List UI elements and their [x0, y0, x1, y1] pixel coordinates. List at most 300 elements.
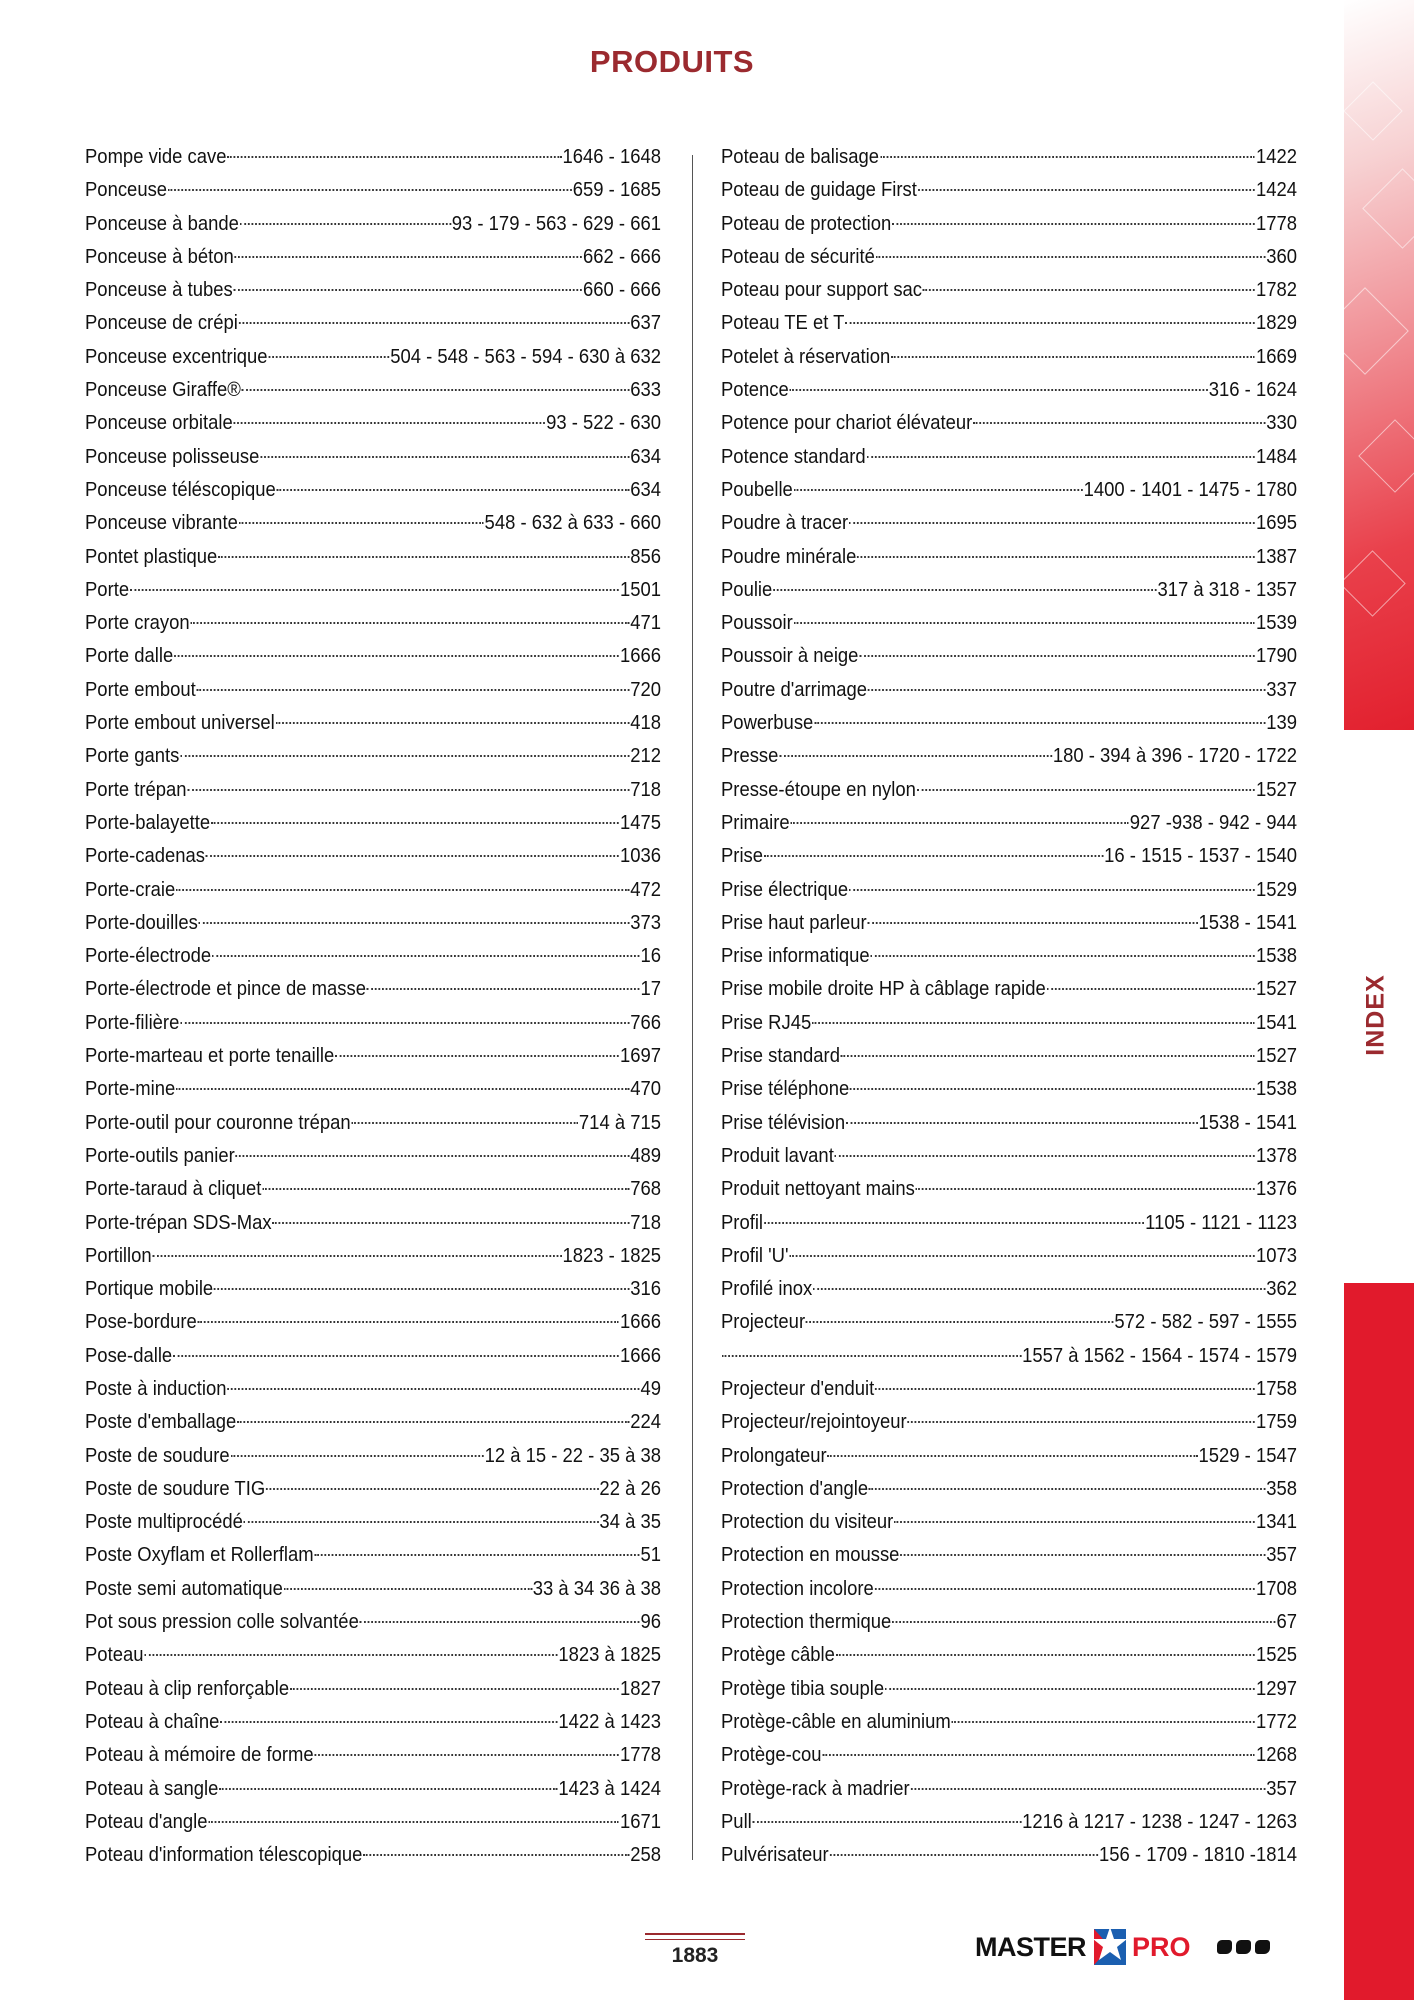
- entry-name: Poteau à clip renforçable: [85, 1676, 290, 1700]
- dot-leader: [237, 1421, 629, 1423]
- entry-name: Profil: [721, 1210, 764, 1234]
- entry-pages: 489: [630, 1143, 661, 1167]
- entry-name: Produit lavant: [721, 1143, 834, 1167]
- index-entry: [721, 1838, 1297, 1871]
- index-entry: [721, 1439, 1297, 1472]
- entry-name: Projecteur/rejointoyeur: [721, 1410, 907, 1434]
- index-entry: [85, 1538, 661, 1571]
- dot-leader: [917, 789, 1255, 791]
- entry-pages: 1823 - 1825: [562, 1243, 661, 1267]
- dot-leader: [894, 1521, 1255, 1523]
- dot-leader: [923, 289, 1255, 291]
- dot-leader: [191, 622, 630, 624]
- entry-pages: 17: [640, 977, 661, 1001]
- index-entry: [721, 173, 1297, 206]
- entry-name: Ponceuse à béton: [85, 244, 234, 268]
- dot-leader: [857, 556, 1255, 558]
- entry-name: Poteau pour support sac: [721, 278, 923, 302]
- entry-name: Porte-mine: [85, 1077, 176, 1101]
- entry-pages: 714 à 715: [578, 1110, 661, 1134]
- entry-pages: 634: [630, 444, 661, 468]
- entry-pages: 1387: [1255, 544, 1297, 568]
- index-entry: [721, 306, 1297, 339]
- entry-pages: 471: [630, 611, 661, 635]
- entry-name: Porte embout: [85, 677, 196, 701]
- entry-name: Projecteur: [721, 1310, 806, 1334]
- dot-leader: [214, 1288, 629, 1290]
- dot-leader: [835, 1155, 1255, 1157]
- index-entry: [85, 1405, 661, 1438]
- entry-name: Prise électrique: [721, 877, 849, 901]
- index-entry: [721, 1305, 1297, 1338]
- entry-pages: 330: [1266, 411, 1297, 435]
- dot-leader: [813, 1288, 1265, 1290]
- dot-leader: [277, 489, 630, 491]
- entry-pages: 1527: [1255, 1044, 1297, 1068]
- page-title: PRODUITS: [589, 44, 755, 79]
- index-entry: [85, 1339, 661, 1372]
- entry-name: Protection d'angle: [721, 1476, 869, 1500]
- index-entry: [721, 939, 1297, 972]
- entry-pages: 418: [630, 711, 661, 735]
- index-entry: [85, 1039, 661, 1072]
- entry-pages: 1297: [1255, 1676, 1297, 1700]
- entry-pages: 1341: [1255, 1510, 1297, 1534]
- entry-name: Powerbuse: [721, 711, 814, 735]
- entry-name: Portique mobile: [85, 1277, 214, 1301]
- index-entry: [85, 639, 661, 672]
- dot-leader: [242, 389, 630, 391]
- dot-leader: [187, 789, 629, 791]
- index-entry: [85, 573, 661, 606]
- entry-pages: 139: [1266, 711, 1297, 735]
- entry-pages: 1759: [1255, 1410, 1297, 1434]
- entry-pages: 258: [630, 1843, 661, 1867]
- dot-leader: [227, 156, 561, 158]
- dot-leader: [764, 855, 1103, 857]
- entry-name: Ponceuse excentrique: [85, 344, 268, 368]
- entry-name: Potelet à réservation: [721, 344, 891, 368]
- index-entry: [85, 1838, 661, 1871]
- entry-pages: 212: [630, 744, 661, 768]
- entry-pages: 34 à 35: [599, 1510, 661, 1534]
- entry-name: Ponceuse de crépi: [85, 311, 238, 335]
- dot-leader: [900, 1554, 1265, 1556]
- dot-leader: [273, 1222, 630, 1224]
- entry-name: Ponceuse vibrante: [85, 511, 238, 535]
- index-entry: [721, 373, 1297, 406]
- entry-name: Protection en mousse: [721, 1543, 900, 1567]
- entry-name: Porte gants: [85, 744, 180, 768]
- entry-pages: 1541: [1255, 1010, 1297, 1034]
- dot-leader: [153, 1255, 562, 1257]
- index-entry: [85, 1106, 661, 1139]
- index-entry: [85, 406, 661, 439]
- index-entry: [721, 1072, 1297, 1105]
- entry-pages: 659 - 1685: [572, 178, 661, 202]
- entry-pages: 720: [630, 677, 661, 701]
- index-entry: [721, 1272, 1297, 1305]
- entry-pages: 1400 - 1401 - 1475 - 1780: [1083, 477, 1297, 501]
- entry-pages: 1538: [1255, 944, 1297, 968]
- entry-name: Portillon: [85, 1243, 152, 1267]
- entry-name: Prise RJ45: [721, 1010, 812, 1034]
- dot-leader: [130, 589, 619, 591]
- entry-name: Porte-cadenas: [85, 844, 206, 868]
- entry-name: Porte: [85, 577, 130, 601]
- entry-name: Poteau d'angle: [85, 1809, 208, 1833]
- entry-name: Pot sous pression colle solvantée: [85, 1610, 359, 1634]
- dot-leader: [212, 955, 640, 957]
- dot-leader: [791, 822, 1129, 824]
- entry-name: Primaire: [721, 810, 790, 834]
- index-entry: [85, 706, 661, 739]
- entry-pages: 1268: [1255, 1743, 1297, 1767]
- index-entry: [721, 1339, 1297, 1372]
- index-entry: [85, 440, 661, 473]
- index-entry: [85, 1738, 661, 1771]
- index-entry: [85, 1372, 661, 1405]
- entry-name: Poteau à chaîne: [85, 1709, 220, 1733]
- entry-pages: 1525: [1255, 1643, 1297, 1667]
- dot-leader: [284, 1588, 532, 1590]
- dot-leader: [911, 1788, 1266, 1790]
- entry-pages: 317 à 318 - 1357: [1157, 577, 1297, 601]
- entry-pages: 1036: [619, 844, 661, 868]
- entry-pages: 337: [1266, 677, 1297, 701]
- index-entry: [721, 1006, 1297, 1039]
- dot-leader: [168, 189, 572, 191]
- dot-leader: [244, 1521, 599, 1523]
- entry-name: Prise: [721, 844, 764, 868]
- section-tab-label: INDEX: [1361, 974, 1390, 1056]
- entry-name: Porte-balayette: [85, 810, 211, 834]
- index-entry: [85, 506, 661, 539]
- entry-pages: 1475: [619, 810, 661, 834]
- dot-leader: [206, 855, 619, 857]
- index-entry: [721, 1738, 1297, 1771]
- logo-text-master: MASTER: [975, 1931, 1086, 1962]
- index-entry: [85, 906, 661, 939]
- entry-name: Pulvérisateur: [721, 1843, 829, 1867]
- entry-pages: 504 - 548 - 563 - 594 - 630 à 632: [390, 344, 661, 368]
- dot-leader: [231, 1455, 484, 1457]
- entry-pages: 49: [640, 1376, 661, 1400]
- entry-name: Protège tibia souple: [721, 1676, 885, 1700]
- entry-pages: 1778: [1255, 211, 1297, 235]
- index-entry: [85, 839, 661, 872]
- entry-name: Poteau à mémoire de forme: [85, 1743, 314, 1767]
- entry-name: Porte-outils panier: [85, 1143, 235, 1167]
- index-entry: [721, 1805, 1297, 1838]
- dot-leader: [266, 1488, 598, 1490]
- dot-leader: [846, 1122, 1198, 1124]
- entry-name: Potence standard: [721, 444, 866, 468]
- index-entry: [85, 1705, 661, 1738]
- index-entry: [85, 1139, 661, 1172]
- dot-leader: [790, 389, 1208, 391]
- entry-pages: 1669: [1255, 344, 1297, 368]
- index-entry: [721, 1638, 1297, 1671]
- entry-pages: 1823 à 1825: [558, 1643, 661, 1667]
- index-entry: [85, 1172, 661, 1205]
- index-entry: [85, 1472, 661, 1505]
- dot-leader: [849, 889, 1255, 891]
- entry-name: Pose-dalle: [85, 1343, 173, 1367]
- entry-name: Porte-électrode: [85, 944, 212, 968]
- entry-pages: 180 - 394 à 396 - 1720 - 1722: [1052, 744, 1297, 768]
- entry-name: Ponceuse à bande: [85, 211, 239, 235]
- dot-leader: [198, 1321, 619, 1323]
- dot-leader: [180, 1022, 629, 1024]
- index-entry: [85, 1305, 661, 1338]
- entry-name: Poste d'emballage: [85, 1410, 237, 1434]
- index-entry: [85, 1772, 661, 1805]
- entry-pages: 1529 - 1547: [1198, 1443, 1297, 1467]
- index-entry: [721, 1039, 1297, 1072]
- entry-pages: 768: [630, 1177, 661, 1201]
- entry-name: Prise informatique: [721, 944, 870, 968]
- dot-leader: [779, 755, 1052, 757]
- index-column-right: [721, 140, 1297, 1871]
- entry-name: Protection du visiteur: [721, 1510, 894, 1534]
- dot-leader: [234, 289, 583, 291]
- entry-pages: 1671: [619, 1809, 661, 1833]
- dot-leader: [144, 1654, 557, 1656]
- index-entry: [721, 406, 1297, 439]
- index-entry: [721, 140, 1297, 173]
- index-entry: [721, 673, 1297, 706]
- entry-name: Pontet plastique: [85, 544, 218, 568]
- entry-name: Poteau TE et T: [721, 311, 845, 335]
- entry-pages: 67: [1276, 1610, 1297, 1634]
- entry-pages: 548 - 632 à 633 - 660: [484, 511, 661, 535]
- entry-name: Pull: [721, 1809, 752, 1833]
- dot-leader: [219, 1788, 557, 1790]
- entry-pages: 93 - 179 - 563 - 629 - 661: [451, 211, 661, 235]
- index-entry: [721, 1172, 1297, 1205]
- dot-leader: [794, 622, 1255, 624]
- index-entry: [721, 1538, 1297, 1571]
- dot-leader: [227, 1388, 639, 1390]
- entry-name: Ponceuse téléscopique: [85, 477, 276, 501]
- entry-name: Pose-bordure: [85, 1310, 197, 1334]
- dot-leader: [830, 1854, 1099, 1856]
- dot-leader: [352, 1122, 578, 1124]
- dot-leader: [276, 722, 630, 724]
- entry-name: Poudre minérale: [721, 544, 857, 568]
- entry-pages: 572 - 582 - 597 - 1555: [1114, 1310, 1297, 1334]
- index-entry: [721, 706, 1297, 739]
- index-entry: [721, 873, 1297, 906]
- entry-pages: 634: [630, 477, 661, 501]
- dot-leader: [1047, 988, 1255, 990]
- index-entry: [85, 1006, 661, 1039]
- dot-leader: [176, 889, 629, 891]
- index-entry: [85, 173, 661, 206]
- index-entry: [721, 506, 1297, 539]
- dot-leader: [850, 1088, 1255, 1090]
- dot-leader: [764, 1222, 1144, 1224]
- entry-pages: 1772: [1255, 1709, 1297, 1733]
- entry-name: Poussoir à neige: [721, 644, 859, 668]
- entry-pages: 358: [1266, 1476, 1297, 1500]
- entry-pages: 633: [630, 378, 661, 402]
- logo-text-pro: PRO: [1132, 1931, 1191, 1962]
- dot-leader: [918, 189, 1255, 191]
- entry-pages: 1666: [619, 1343, 661, 1367]
- entry-pages: 472: [630, 877, 661, 901]
- entry-pages: 1422: [1255, 145, 1297, 168]
- entry-pages: 1422 à 1423: [558, 1709, 661, 1733]
- index-entry: [85, 1272, 661, 1305]
- dot-leader: [260, 456, 629, 458]
- index-entry: [85, 673, 661, 706]
- index-entry: [721, 240, 1297, 273]
- index-entry: [721, 273, 1297, 306]
- index-entry: [85, 606, 661, 639]
- index-entry: [85, 340, 661, 373]
- index-entry: [721, 606, 1297, 639]
- dot-leader: [836, 1654, 1255, 1656]
- dot-leader: [952, 1721, 1255, 1723]
- dot-leader: [891, 356, 1255, 358]
- entry-pages: 1484: [1255, 444, 1297, 468]
- entry-pages: 1646 - 1648: [562, 145, 661, 168]
- entry-name: Protection incolore: [721, 1576, 874, 1600]
- entry-name: Porte-électrode et pince de masse: [85, 977, 367, 1001]
- dot-leader: [220, 1721, 557, 1723]
- entry-name: Poste Oxyflam et Rollerflam: [85, 1543, 314, 1567]
- dot-leader: [363, 1854, 629, 1856]
- entry-pages: 16 - 1515 - 1537 - 1540: [1104, 844, 1297, 868]
- page-footer: [645, 1933, 745, 1968]
- index-entry: [85, 1672, 661, 1705]
- dot-leader: [869, 1488, 1265, 1490]
- index-entry: [85, 540, 661, 573]
- dot-leader: [240, 223, 451, 225]
- entry-name: Poteau de sécurité: [721, 244, 875, 268]
- dot-leader: [239, 522, 484, 524]
- index-entry: [85, 806, 661, 839]
- index-entry: [721, 1405, 1297, 1438]
- entry-pages: 1666: [619, 1310, 661, 1334]
- entry-name: Poste de soudure: [85, 1443, 230, 1467]
- entry-pages: 1073: [1255, 1243, 1297, 1267]
- dot-leader: [335, 1055, 619, 1057]
- entry-pages: 51: [640, 1543, 661, 1567]
- entry-pages: 1538 - 1541: [1198, 910, 1297, 934]
- entry-name: Produit nettoyant mains: [721, 1177, 915, 1201]
- entry-pages: 1697: [619, 1044, 661, 1068]
- masterpro-logo: [975, 1925, 1270, 1969]
- entry-name: Pompe vide cave: [85, 145, 227, 168]
- entry-pages: 373: [630, 910, 661, 934]
- index-entry: [721, 739, 1297, 772]
- entry-pages: 316: [630, 1277, 661, 1301]
- entry-pages: 1378: [1255, 1143, 1297, 1167]
- entry-name: Porte-trépan SDS-Max: [85, 1210, 272, 1234]
- index-entry: [85, 273, 661, 306]
- dot-leader: [315, 1554, 640, 1556]
- entry-pages: 1376: [1255, 1177, 1297, 1201]
- footer-rule: [645, 1933, 745, 1940]
- entry-pages: 362: [1266, 1277, 1297, 1301]
- entry-pages: 1790: [1255, 644, 1297, 668]
- dot-leader: [814, 722, 1265, 724]
- entry-name: Ponceuse Giraffe®: [85, 378, 241, 402]
- dot-leader: [868, 922, 1198, 924]
- entry-name: Prise téléphone: [721, 1077, 850, 1101]
- entry-name: Poteau de guidage First: [721, 178, 917, 202]
- index-entry: [85, 1439, 661, 1472]
- entry-pages: 360: [1266, 244, 1297, 268]
- entry-name: Protège-cou: [721, 1743, 822, 1767]
- side-decoration-pattern: [1344, 0, 1414, 730]
- entry-name: Poste semi automatique: [85, 1576, 283, 1600]
- entry-name: Protection thermique: [721, 1610, 892, 1634]
- entry-name: Prise standard: [721, 1044, 840, 1068]
- entry-pages: 224: [630, 1410, 661, 1434]
- index-entry: [721, 639, 1297, 672]
- dot-leader: [876, 256, 1266, 258]
- entry-pages: 1782: [1255, 278, 1297, 302]
- entry-name: Profilé inox: [721, 1277, 813, 1301]
- entry-name: Poutre d'arrimage: [721, 677, 868, 701]
- section-tab-index: [1346, 960, 1406, 1070]
- index-entry: [721, 1239, 1297, 1272]
- dot-leader: [268, 356, 389, 358]
- entry-pages: 33 à 34 36 à 38: [532, 1576, 661, 1600]
- entry-pages: 718: [630, 1210, 661, 1234]
- entry-name: Poteau d'information télescopique: [85, 1843, 363, 1867]
- entry-name: Protège-câble en aluminium: [721, 1709, 951, 1733]
- index-entry: [721, 1705, 1297, 1738]
- index-entry: [85, 1239, 661, 1272]
- dot-leader: [197, 689, 630, 691]
- column-divider: [692, 155, 693, 1860]
- star-flag-icon: [1088, 1925, 1130, 1969]
- index-entry: [85, 1805, 661, 1838]
- dot-leader: [822, 1754, 1255, 1756]
- index-entry: [85, 473, 661, 506]
- entry-pages: 1216 à 1217 - 1238 - 1247 - 1263: [1022, 1809, 1297, 1833]
- entry-name: Poteau à sangle: [85, 1776, 219, 1800]
- dot-leader: [290, 1688, 619, 1690]
- index-entry: [721, 806, 1297, 839]
- dot-leader: [236, 1155, 630, 1157]
- dot-leader: [360, 1621, 640, 1623]
- entry-name: Poteau de balisage: [721, 145, 879, 168]
- entry-name: Poteau: [85, 1643, 144, 1667]
- entry-name: Poste de soudure TIG: [85, 1476, 266, 1500]
- entry-pages: 1527: [1255, 977, 1297, 1001]
- dot-leader: [367, 988, 640, 990]
- entry-name: Porte crayon: [85, 611, 190, 635]
- dot-leader: [722, 1355, 1021, 1357]
- dot-leader: [180, 755, 629, 757]
- entry-pages: 357: [1266, 1776, 1297, 1800]
- entry-pages: 12 à 15 - 22 - 35 à 38: [484, 1443, 661, 1467]
- index-entry: [721, 540, 1297, 573]
- index-entry: [721, 1572, 1297, 1605]
- index-entry: [85, 306, 661, 339]
- entry-pages: 22 à 26: [599, 1476, 661, 1500]
- index-entry: [721, 340, 1297, 373]
- index-entry: [85, 140, 661, 173]
- entry-pages: 1539: [1255, 611, 1297, 635]
- index-entry: [721, 839, 1297, 872]
